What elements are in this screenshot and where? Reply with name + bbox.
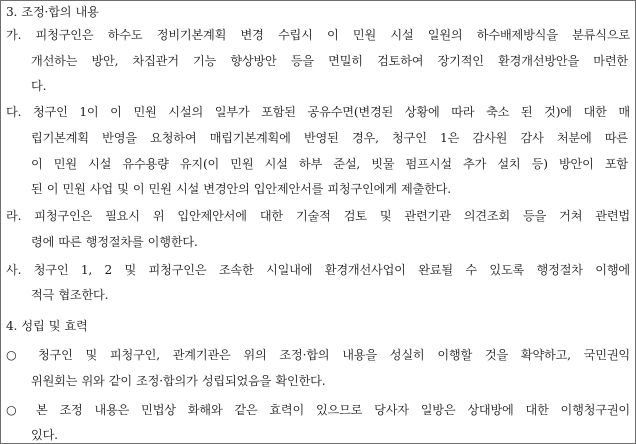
- bullet-2-line-2: 있다.: [31, 428, 58, 442]
- section-heading-adjustment: 3. 조정·합의 내용: [6, 5, 99, 19]
- item-ra-line-1: 라. 피청구인은 필요시 위 입안제안서에 대한 기술적 검토 및 관련기관 의견조회 등을 거쳐 관련법: [6, 209, 630, 223]
- bullet-2-line-1: ○ 본 조정 내용은 민법상 화해와 같은 효력이 있으므로 당사자 일방은 상대방에 대한 이행청구권이: [6, 403, 630, 417]
- bullet-1-line-2: 위원회는 위와 같이 조정·합의가 성립되었음을 확인한다.: [31, 374, 326, 388]
- bullet-1-line-1: ○ 청구인 및 피청구인, 관계기관은 위의 조정·합의 내용을 성실히 이행할 것을 확약하고, 국민권익: [6, 348, 630, 362]
- item-ra-line-2: 령에 따른 행정절차를 이행한다.: [31, 235, 198, 249]
- item-ga-line-1: 가. 피청구인은 하수도 정비기본계획 변경 수립시 이 민원 시설 일원의 하수배제방식을 분류식으로: [6, 28, 630, 42]
- item-da-line-3: 이 민원 시설 유수용량 유지(이 민원 시설 하부 준설, 빗물 펌프시설 추가 설치 등) 방안이 포함: [31, 157, 628, 171]
- item-da-line-1: 다. 청구인 1이 이 민원 시설의 일부가 포함된 공유수면(변경된 상황에 따라 축소 된 것)에 대한 매: [6, 105, 630, 119]
- item-sa-line-2: 적극 협조한다.: [31, 288, 109, 302]
- item-sa-line-1: 사. 청구인 1, 2 및 피청구인은 조속한 시일내에 환경개선사업이 완료될 수 있도록 행정절차 이행에: [6, 263, 630, 277]
- item-ga-line-2: 개선하는 방안, 차집관거 기능 향상방안 등을 면밀히 검토하여 장기적인 환경개선방안을 마련한: [31, 54, 628, 68]
- item-da-line-2: 립기본계획 반영을 요청하여 매립기본계획에 반영된 경우, 청구인 1은 감사원 감사 처분에 따른: [31, 131, 628, 145]
- item-da-line-4: 된 이 민원 사업 및 이 민원 시설 변경안의 입안제안서를 피청구인에게 제출한다.: [31, 182, 451, 196]
- section-heading-effect: 4. 성립 및 효력: [6, 319, 88, 333]
- item-ga-line-3: 다.: [31, 79, 47, 93]
